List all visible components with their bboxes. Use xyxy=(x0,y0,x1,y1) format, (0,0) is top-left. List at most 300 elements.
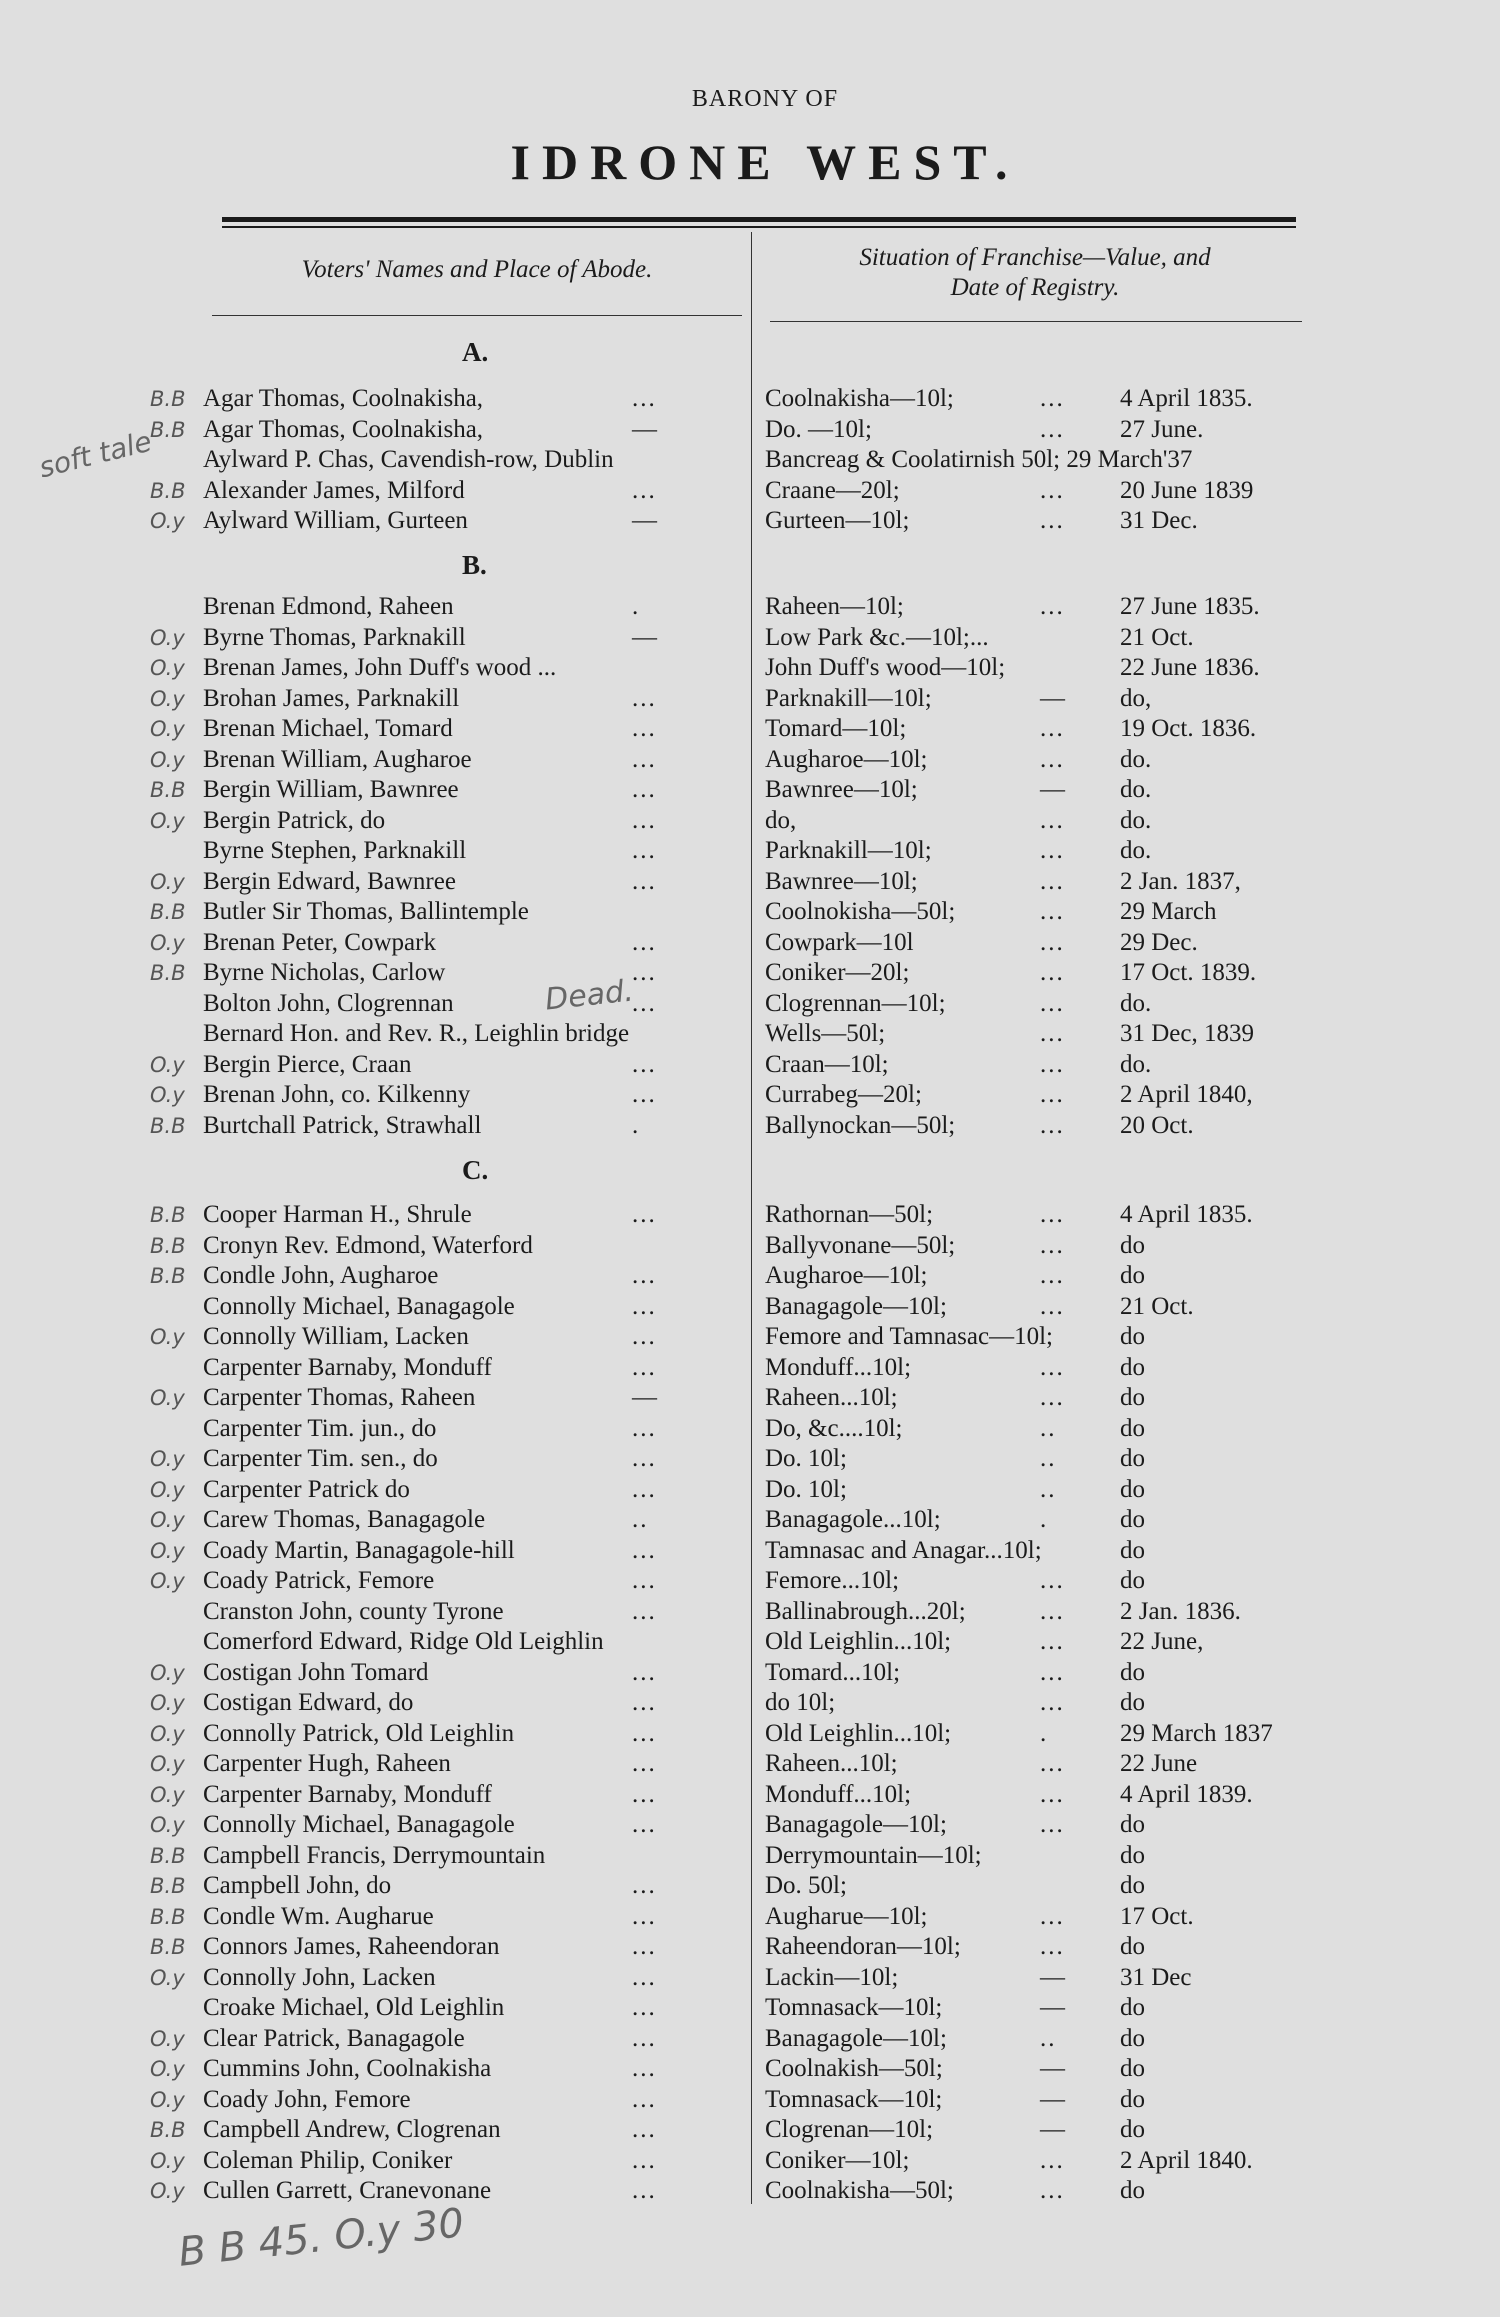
leader-dots: — xyxy=(1040,1994,1067,2021)
leader-dots: ... xyxy=(632,2025,657,2052)
registry-date: do xyxy=(1120,1232,1145,1259)
voter-name: Campbell Francis, Derrymountain xyxy=(203,1842,546,1869)
voter-name: Cranston John, county Tyrone xyxy=(203,1598,504,1625)
voter-row xyxy=(0,592,1500,622)
column-header-franchise-line2: Date of Registry. xyxy=(950,274,1120,301)
voter-name: Carpenter Patrick do xyxy=(203,1476,410,1503)
registry-date: 19 Oct. 1836. xyxy=(1120,715,1257,742)
franchise-situation: Femore...10l; xyxy=(765,1567,900,1594)
voter-name: Aylward P. Chas, Cavendish-row, Dublin xyxy=(203,446,614,473)
leader-dots: ... xyxy=(1040,1598,1065,1625)
voter-row xyxy=(0,2085,1500,2115)
voter-mark: O.y xyxy=(150,626,185,650)
registry-date: do xyxy=(1120,1872,1145,1899)
leader-dots: ... xyxy=(632,1567,657,1594)
franchise-situation: Do. 10l; xyxy=(765,1445,847,1472)
registry-date: do xyxy=(1120,1262,1145,1289)
column-rule-left xyxy=(212,315,742,316)
leader-dots: ... xyxy=(1040,1781,1065,1808)
leader-dots: — xyxy=(632,1384,659,1411)
voter-row xyxy=(0,745,1500,775)
leader-dots: ... xyxy=(632,1081,657,1108)
franchise-situation: Ballynockan—50l; xyxy=(765,1112,956,1139)
leader-dots: ... xyxy=(632,1689,657,1716)
voter-name: Bergin Edward, Bawnree xyxy=(203,868,456,895)
leader-dots: ... xyxy=(1040,1232,1065,1259)
section-letter-a: A. xyxy=(462,337,489,367)
voter-mark: O.y xyxy=(150,809,185,833)
voter-name: Croake Michael, Old Leighlin xyxy=(203,1994,505,2021)
registry-date: 31 Dec xyxy=(1120,1964,1192,1991)
voter-name: Connolly Michael, Banagagole xyxy=(203,1811,515,1838)
leader-dots: — xyxy=(1040,1964,1067,1991)
registry-date: 2 Jan. 1836. xyxy=(1120,1598,1241,1625)
franchise-situation: Bawnree—10l; xyxy=(765,776,918,803)
column-header-voters: Voters' Names and Place of Abode. xyxy=(301,256,653,283)
voter-mark: B.B xyxy=(150,479,186,503)
voter-name: Byrne Nicholas, Carlow xyxy=(203,959,446,986)
franchise-situation: Augharue—10l; xyxy=(765,1903,928,1930)
registry-date: do xyxy=(1120,1689,1145,1716)
leader-dots: . xyxy=(632,1112,641,1139)
leader-dots: ... xyxy=(1040,807,1065,834)
franchise-situation: Banagagole—10l; xyxy=(765,1293,947,1320)
voter-name: Campbell Andrew, Clogrenan xyxy=(203,2116,501,2143)
leader-dots: ... xyxy=(632,837,657,864)
voter-mark: B.B xyxy=(150,778,186,802)
voter-mark: B.B xyxy=(150,900,186,924)
leader-dots: ... xyxy=(1040,1020,1065,1047)
voter-mark: B.B xyxy=(150,1844,186,1868)
voter-name: Carpenter Barnaby, Monduff xyxy=(203,1354,492,1381)
voter-row xyxy=(0,1050,1500,1080)
leader-dots: ... xyxy=(1040,868,1065,895)
voter-name: Bernard Hon. and Rev. R., Leighlin bridge xyxy=(203,1020,630,1047)
franchise-situation: Rathornan—50l; xyxy=(765,1201,934,1228)
leader-dots: ... xyxy=(632,1476,657,1503)
registry-date: 22 June xyxy=(1120,1750,1198,1777)
voter-name: Campbell John, do xyxy=(203,1872,392,1899)
voter-row xyxy=(0,1902,1500,1932)
leader-dots: ... xyxy=(632,1598,657,1625)
franchise-situation: Parknakill—10l; xyxy=(765,837,932,864)
voter-name: Butler Sir Thomas, Ballintemple xyxy=(203,898,529,925)
registry-date: do xyxy=(1120,2177,1145,2204)
franchise-situation: Low Park &c.—10l;... xyxy=(765,624,989,651)
registry-date: 17 Oct. xyxy=(1120,1903,1194,1930)
voter-row xyxy=(0,1932,1500,1962)
leader-dots: .. xyxy=(1040,2025,1057,2052)
franchise-situation: Do. 10l; xyxy=(765,1476,847,1503)
section-letter-b: B. xyxy=(462,550,487,580)
voter-name: Coady John, Femore xyxy=(203,2086,411,2113)
franchise-situation: Clogrennan—10l; xyxy=(765,990,946,1017)
leader-dots: ... xyxy=(632,1659,657,1686)
leader-dots: ... xyxy=(632,385,657,412)
franchise-situation: Tomnasack—10l; xyxy=(765,2086,943,2113)
leader-dots: ... xyxy=(632,2086,657,2113)
leader-dots: ... xyxy=(1040,1903,1065,1930)
voter-mark: O.y xyxy=(150,1083,185,1107)
franchise-situation: Augharoe—10l; xyxy=(765,1262,928,1289)
voter-mark: B.B xyxy=(150,1905,186,1929)
voter-name: Connolly Patrick, Old Leighlin xyxy=(203,1720,515,1747)
voter-mark: O.y xyxy=(150,2088,185,2112)
franchise-situation: Monduff...10l; xyxy=(765,1354,912,1381)
leader-dots: ... xyxy=(1040,1112,1065,1139)
leader-dots: ... xyxy=(632,1293,657,1320)
voter-mark: B.B xyxy=(150,1935,186,1959)
voter-row xyxy=(0,1414,1500,1444)
voter-row xyxy=(0,1353,1500,1383)
voter-mark: B.B xyxy=(150,1874,186,1898)
voter-name: Cummins John, Coolnakisha xyxy=(203,2055,492,2082)
voter-row xyxy=(0,1627,1500,1657)
leader-dots: ... xyxy=(1040,746,1065,773)
leader-dots: ... xyxy=(632,1415,657,1442)
voter-mark: O.y xyxy=(150,1661,185,1685)
voter-name: Connolly Michael, Banagagole xyxy=(203,1293,515,1320)
voter-row xyxy=(0,1383,1500,1413)
franchise-situation: do 10l; xyxy=(765,1689,836,1716)
leader-dots: ... xyxy=(632,2055,657,2082)
franchise-situation: Coolnokisha—50l; xyxy=(765,898,956,925)
voter-mark: O.y xyxy=(150,1813,185,1837)
registry-date: 27 June 1835. xyxy=(1120,593,1260,620)
leader-dots: ... xyxy=(1040,1811,1065,1838)
leader-dots: .. xyxy=(1040,1476,1057,1503)
voter-name: Carpenter Tim. sen., do xyxy=(203,1445,438,1472)
voter-row xyxy=(0,415,1500,445)
leader-dots: ... xyxy=(632,929,657,956)
leader-dots: ... xyxy=(632,746,657,773)
franchise-situation: Raheen...10l; xyxy=(765,1384,898,1411)
registry-date: do xyxy=(1120,1323,1145,1350)
leader-dots: ... xyxy=(1040,507,1065,534)
leader-dots: ... xyxy=(632,868,657,895)
leader-dots: ... xyxy=(1040,1051,1065,1078)
franchise-situation: Bancreag & Coolatirnish 50l; 29 March'37 xyxy=(765,446,1193,473)
leader-dots: .. xyxy=(1040,1445,1057,1472)
voter-mark: O.y xyxy=(150,1783,185,1807)
registry-date: do xyxy=(1120,1445,1145,1472)
leader-dots: ... xyxy=(632,715,657,742)
voter-row xyxy=(0,1200,1500,1230)
leader-dots: — xyxy=(632,624,659,651)
leader-dots: ... xyxy=(1040,959,1065,986)
registry-date: do, xyxy=(1120,685,1152,712)
voter-mark: O.y xyxy=(150,687,185,711)
voter-name: Brohan James, Parknakill xyxy=(203,685,460,712)
leader-dots: — xyxy=(1040,776,1067,803)
header-rule-thin xyxy=(222,226,1296,228)
voter-name: Agar Thomas, Coolnakisha, xyxy=(203,385,484,412)
leader-dots: ... xyxy=(632,685,657,712)
franchise-situation: Banagagole—10l; xyxy=(765,1811,947,1838)
registry-date: do. xyxy=(1120,807,1152,834)
voter-mark: O.y xyxy=(150,870,185,894)
voter-mark: O.y xyxy=(150,1752,185,1776)
voter-mark: O.y xyxy=(150,1053,185,1077)
franchise-situation: Raheen—10l; xyxy=(765,593,904,620)
voter-row xyxy=(0,2176,1500,2206)
leader-dots: . xyxy=(632,593,641,620)
registry-date: do xyxy=(1120,1659,1145,1686)
franchise-situation: Gurteen—10l; xyxy=(765,507,910,534)
leader-dots: ... xyxy=(1040,1659,1065,1686)
registry-date: 31 Dec, 1839 xyxy=(1120,1020,1254,1047)
leader-dots: ... xyxy=(1040,2177,1065,2204)
leader-dots: ... xyxy=(1040,837,1065,864)
leader-dots: ... xyxy=(1040,929,1065,956)
registry-date: 2 April 1840. xyxy=(1120,2147,1253,2174)
voter-name: Brenan Edmond, Raheen xyxy=(203,593,454,620)
franchise-situation: Do. 50l; xyxy=(765,1872,847,1899)
voter-mark: O.y xyxy=(150,2179,185,2203)
voter-mark: O.y xyxy=(150,656,185,680)
barony-heading: BARONY OF xyxy=(691,86,839,112)
registry-date: do xyxy=(1120,1842,1145,1869)
voter-row xyxy=(0,1566,1500,1596)
voter-mark: B.B xyxy=(150,418,186,442)
voter-name: Coleman Philip, Coniker xyxy=(203,2147,453,2174)
registry-date: 21 Oct. xyxy=(1120,624,1194,651)
voter-name: Costigan Edward, do xyxy=(203,1689,414,1716)
voter-name: Cullen Garrett, Cranevonane xyxy=(203,2177,492,2204)
franchise-situation: Coniker—10l; xyxy=(765,2147,910,2174)
voter-name: Costigan John Tomard xyxy=(203,1659,429,1686)
column-header-franchise xyxy=(770,243,1300,303)
franchise-situation: Raheendoran—10l; xyxy=(765,1933,961,1960)
franchise-situation: Coolnakish—50l; xyxy=(765,2055,943,2082)
voter-row xyxy=(0,1261,1500,1291)
leader-dots: ... xyxy=(1040,1384,1065,1411)
franchise-situation: Coniker—20l; xyxy=(765,959,910,986)
registry-date: 29 March xyxy=(1120,898,1217,925)
registry-date: 2 April 1840, xyxy=(1120,1081,1253,1108)
voter-name: Bergin Patrick, do xyxy=(203,807,386,834)
leader-dots: — xyxy=(632,416,659,443)
franchise-situation: Wells—50l; xyxy=(765,1020,886,1047)
voter-row xyxy=(0,1871,1500,1901)
voter-row xyxy=(0,775,1500,805)
registry-date: 20 June 1839 xyxy=(1120,477,1254,504)
registry-date: do xyxy=(1120,2116,1145,2143)
leader-dots: ... xyxy=(632,1201,657,1228)
leader-dots: ... xyxy=(1040,1750,1065,1777)
leader-dots: ... xyxy=(632,1445,657,1472)
voter-row xyxy=(0,806,1500,836)
leader-dots: ... xyxy=(1040,1567,1065,1594)
voter-name: Bergin Pierce, Craan xyxy=(203,1051,412,1078)
registry-date: do xyxy=(1120,1415,1145,1442)
voter-row xyxy=(0,1292,1500,1322)
leader-dots: ... xyxy=(1040,1933,1065,1960)
leader-dots: ... xyxy=(632,1903,657,1930)
voter-name: Brenan James, John Duff's wood ... xyxy=(203,654,557,681)
voter-row xyxy=(0,714,1500,744)
leader-dots: ... xyxy=(632,1964,657,1991)
voter-row xyxy=(0,1536,1500,1566)
voter-mark: B.B xyxy=(150,387,186,411)
franchise-situation: do, xyxy=(765,807,797,834)
registry-date: do xyxy=(1120,1476,1145,1503)
voter-row xyxy=(0,384,1500,414)
voter-name: Aylward William, Gurteen xyxy=(203,507,468,534)
voter-name: Brenan John, co. Kilkenny xyxy=(203,1081,471,1108)
registry-date: 4 April 1835. xyxy=(1120,1201,1253,1228)
leader-dots: ... xyxy=(632,477,657,504)
registry-date: do xyxy=(1120,1384,1145,1411)
registry-date: 29 Dec. xyxy=(1120,929,1198,956)
leader-dots: ... xyxy=(1040,1293,1065,1320)
voter-row xyxy=(0,1475,1500,1505)
voter-name: Carpenter Tim. jun., do xyxy=(203,1415,437,1442)
leader-dots: ... xyxy=(632,1051,657,1078)
franchise-situation: Banagagole...10l; xyxy=(765,1506,941,1533)
voter-name: Bolton John, Clogrennan xyxy=(203,990,454,1017)
voter-mark: O.y xyxy=(150,1325,185,1349)
voter-row xyxy=(0,2054,1500,2084)
voter-name: Byrne Stephen, Parknakill xyxy=(203,837,467,864)
leader-dots: ... xyxy=(632,990,657,1017)
voter-mark: O.y xyxy=(150,1539,185,1563)
registry-date: 4 April 1835. xyxy=(1120,385,1253,412)
registry-date: do. xyxy=(1120,776,1152,803)
voter-name: Brenan Peter, Cowpark xyxy=(203,929,436,956)
voter-row xyxy=(0,928,1500,958)
voter-mark: O.y xyxy=(150,2149,185,2173)
voter-name: Connolly John, Lacken xyxy=(203,1964,436,1991)
franchise-situation: Femore and Tamnasac—10l; xyxy=(765,1323,1053,1350)
franchise-situation: Cowpark—10l xyxy=(765,929,914,956)
voter-row xyxy=(0,989,1500,1019)
voter-row xyxy=(0,1322,1500,1352)
voter-row xyxy=(0,1688,1500,1718)
leader-dots: ... xyxy=(1040,1689,1065,1716)
registry-date: do xyxy=(1120,2025,1145,2052)
registry-date: do xyxy=(1120,1506,1145,1533)
leader-dots: ... xyxy=(1040,898,1065,925)
voter-row xyxy=(0,1810,1500,1840)
voter-row xyxy=(0,1111,1500,1141)
voter-mark: B.B xyxy=(150,2118,186,2142)
voter-name: Carew Thomas, Banagagole xyxy=(203,1506,486,1533)
leader-dots: ... xyxy=(632,959,657,986)
voter-row xyxy=(0,1080,1500,1110)
voter-name: Brenan William, Augharoe xyxy=(203,746,472,773)
voter-row xyxy=(0,445,1500,475)
registry-date: do. xyxy=(1120,837,1152,864)
leader-dots: ... xyxy=(1040,1628,1065,1655)
leader-dots: — xyxy=(632,507,659,534)
franchise-situation: Ballinabrough...20l; xyxy=(765,1598,966,1625)
voter-row xyxy=(0,1505,1500,1535)
registry-date: 27 June. xyxy=(1120,416,1204,443)
leader-dots: .. xyxy=(632,1506,649,1533)
registry-date: do xyxy=(1120,1537,1145,1564)
franchise-situation: Coolnakisha—50l; xyxy=(765,2177,954,2204)
header-rule-thick xyxy=(222,217,1296,222)
franchise-situation: Raheen...10l; xyxy=(765,1750,898,1777)
voter-name: Burtchall Patrick, Strawhall xyxy=(203,1112,482,1139)
registry-date: 22 June 1836. xyxy=(1120,654,1260,681)
voter-mark: O.y xyxy=(150,1691,185,1715)
voter-row xyxy=(0,623,1500,653)
voter-row xyxy=(0,867,1500,897)
voter-row xyxy=(0,1658,1500,1688)
voter-row xyxy=(0,506,1500,536)
franchise-situation: Tomard...10l; xyxy=(765,1659,901,1686)
voter-name: Coady Patrick, Femore xyxy=(203,1567,435,1594)
leader-dots: . xyxy=(1040,1720,1049,1747)
franchise-situation: Tomard—10l; xyxy=(765,715,907,742)
handwritten-note-dead: Dead. xyxy=(543,973,636,1018)
voter-mark: O.y xyxy=(150,1478,185,1502)
leader-dots: ... xyxy=(1040,593,1065,620)
leader-dots: — xyxy=(1040,2055,1067,2082)
leader-dots: ... xyxy=(1040,715,1065,742)
franchise-situation: Craan—10l; xyxy=(765,1051,889,1078)
leader-dots: ... xyxy=(1040,385,1065,412)
voter-row xyxy=(0,836,1500,866)
registry-date: 17 Oct. 1839. xyxy=(1120,959,1257,986)
voter-row xyxy=(0,1231,1500,1261)
voter-row xyxy=(0,1749,1500,1779)
leader-dots: ... xyxy=(632,1537,657,1564)
franchise-situation: Derrymountain—10l; xyxy=(765,1842,982,1869)
registry-date: 29 March 1837 xyxy=(1120,1720,1273,1747)
registry-date: do. xyxy=(1120,746,1152,773)
voter-name: Comerford Edward, Ridge Old Leighlin xyxy=(203,1628,604,1655)
handwritten-tally: B B 45. O.y 30 xyxy=(176,2200,467,2276)
voter-name: Condle John, Augharoe xyxy=(203,1262,439,1289)
franchise-situation: Lackin—10l; xyxy=(765,1964,899,1991)
voter-mark: O.y xyxy=(150,717,185,741)
voter-row xyxy=(0,1019,1500,1049)
registry-date: do xyxy=(1120,2086,1145,2113)
leader-dots: ... xyxy=(632,1750,657,1777)
voter-row xyxy=(0,2024,1500,2054)
leader-dots: — xyxy=(1040,685,1067,712)
registry-date: do. xyxy=(1120,990,1152,1017)
leader-dots: ... xyxy=(632,776,657,803)
voter-name: Carpenter Hugh, Raheen xyxy=(203,1750,451,1777)
voter-mark: O.y xyxy=(150,1722,185,1746)
leader-dots: ... xyxy=(632,1262,657,1289)
section-letter-c: C. xyxy=(462,1155,489,1185)
voter-row xyxy=(0,958,1500,988)
voter-row xyxy=(0,1963,1500,1993)
voter-name: Carpenter Thomas, Raheen xyxy=(203,1384,476,1411)
registry-date: do xyxy=(1120,1567,1145,1594)
franchise-situation: Clogrenan—10l; xyxy=(765,2116,934,2143)
leader-dots: — xyxy=(1040,2086,1067,2113)
voter-row xyxy=(0,1993,1500,2023)
voter-name: Clear Patrick, Banagagole xyxy=(203,2025,465,2052)
voter-row xyxy=(0,1597,1500,1627)
franchise-situation: Bawnree—10l; xyxy=(765,868,918,895)
franchise-situation: Banagagole—10l; xyxy=(765,2025,947,2052)
voter-row xyxy=(0,1444,1500,1474)
registry-date: 4 April 1839. xyxy=(1120,1781,1253,1808)
voter-mark: O.y xyxy=(150,1447,185,1471)
franchise-situation: Ballyvonane—50l; xyxy=(765,1232,956,1259)
leader-dots: .. xyxy=(1040,1415,1057,1442)
leader-dots: — xyxy=(1040,2116,1067,2143)
voter-mark: O.y xyxy=(150,509,185,533)
voter-name: Bergin William, Bawnree xyxy=(203,776,459,803)
